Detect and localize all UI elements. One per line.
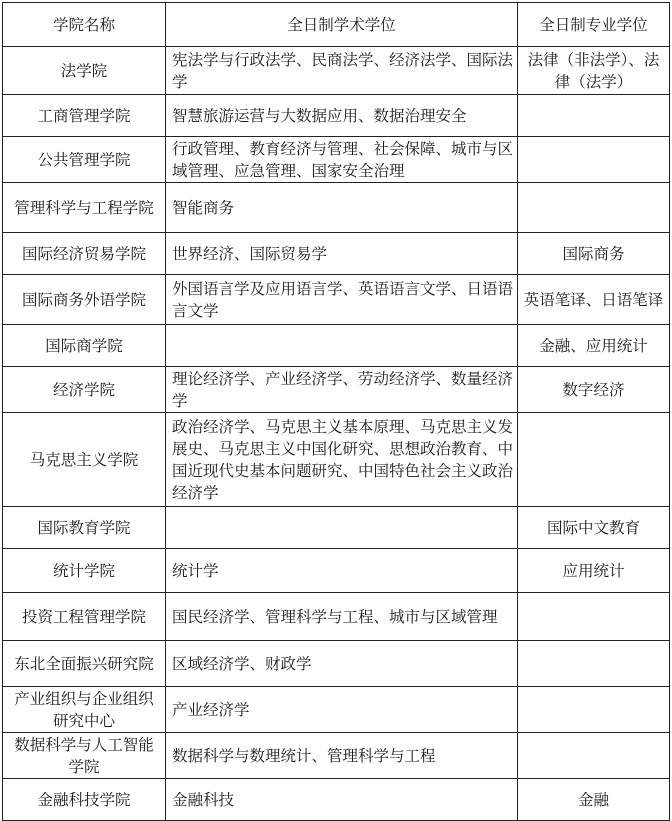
college-name: 管理科学与工程学院 [3, 183, 166, 233]
academic-programs [166, 325, 518, 367]
academic-programs: 行政管理、教育经济与管理、社会保障、城市与区域管理、应急管理、国家安全治理 [166, 137, 518, 183]
professional-programs [518, 137, 670, 183]
table-row [3, 641, 670, 687]
table-row [3, 233, 670, 275]
professional-programs [518, 687, 670, 733]
college-name: 国际商务外语学院 [3, 275, 166, 325]
college-name: 国际教育学院 [3, 507, 166, 549]
table-row [3, 779, 670, 821]
professional-programs [518, 183, 670, 233]
professional-programs: 英语笔译、日语笔译 [518, 275, 670, 325]
academic-programs: 政治经济学、马克思主义基本原理、马克思主义发展史、马克思主义中国化研究、思想政治教育、中国近现代史基本问题研究、中国特色社会主义政治经济学 [166, 413, 518, 507]
professional-programs: 国际中文教育 [518, 507, 670, 549]
college-name: 法学院 [3, 47, 166, 95]
professional-programs: 数字经济 [518, 367, 670, 413]
professional-programs: 金融、应用统计 [518, 325, 670, 367]
table-row [3, 137, 670, 183]
academic-programs [166, 507, 518, 549]
academic-programs: 宪法学与行政法学、民商法学、经济法学、国际法学 [166, 47, 518, 95]
header-row [3, 3, 670, 47]
table-row [3, 325, 670, 367]
table-row [3, 593, 670, 641]
table-row [3, 687, 670, 733]
college-name: 国际经济贸易学院 [3, 233, 166, 275]
college-name: 经济学院 [3, 367, 166, 413]
header-academic-degree: 全日制学术学位 [166, 3, 518, 47]
academic-programs: 智能商务 [166, 183, 518, 233]
professional-programs [518, 593, 670, 641]
college-name: 工商管理学院 [3, 95, 166, 137]
college-name: 产业组织与企业组织研究中心 [3, 687, 166, 733]
college-name: 国际商学院 [3, 325, 166, 367]
academic-programs: 数据科学与数理统计、管理科学与工程 [166, 733, 518, 779]
academic-programs: 理论经济学、产业经济学、劳动经济学、数量经济学 [166, 367, 518, 413]
table-row [3, 733, 670, 779]
college-name: 金融科技学院 [3, 779, 166, 821]
college-name: 东北全面振兴研究院 [3, 641, 166, 687]
table-row [3, 367, 670, 413]
college-name: 数据科学与人工智能学院 [3, 733, 166, 779]
table-row [3, 95, 670, 137]
college-name: 统计学院 [3, 549, 166, 593]
academic-programs: 智慧旅游运营与大数据应用、数据治理安全 [166, 95, 518, 137]
professional-programs [518, 641, 670, 687]
table-row [3, 507, 670, 549]
academic-programs: 国民经济学、管理科学与工程、城市与区域管理 [166, 593, 518, 641]
header-professional-degree: 全日制专业学位 [518, 3, 670, 47]
degree-programs-table [2, 2, 670, 821]
college-name: 马克思主义学院 [3, 413, 166, 507]
professional-programs [518, 413, 670, 507]
professional-programs: 国际商务 [518, 233, 670, 275]
table-row [3, 183, 670, 233]
professional-programs: 应用统计 [518, 549, 670, 593]
academic-programs: 金融科技 [166, 779, 518, 821]
academic-programs: 产业经济学 [166, 687, 518, 733]
academic-programs: 区域经济学、财政学 [166, 641, 518, 687]
college-name: 公共管理学院 [3, 137, 166, 183]
table-row [3, 275, 670, 325]
academic-programs: 统计学 [166, 549, 518, 593]
professional-programs [518, 733, 670, 779]
college-name: 投资工程管理学院 [3, 593, 166, 641]
table-row [3, 47, 670, 95]
professional-programs: 法律（非法学）、法律（法学） [518, 47, 670, 95]
table-row [3, 549, 670, 593]
academic-programs: 世界经济、国际贸易学 [166, 233, 518, 275]
header-college: 学院名称 [3, 3, 166, 47]
professional-programs: 金融 [518, 779, 670, 821]
professional-programs [518, 95, 670, 137]
academic-programs: 外国语言学及应用语言学、英语语言文学、日语语言文学 [166, 275, 518, 325]
table-row [3, 413, 670, 507]
